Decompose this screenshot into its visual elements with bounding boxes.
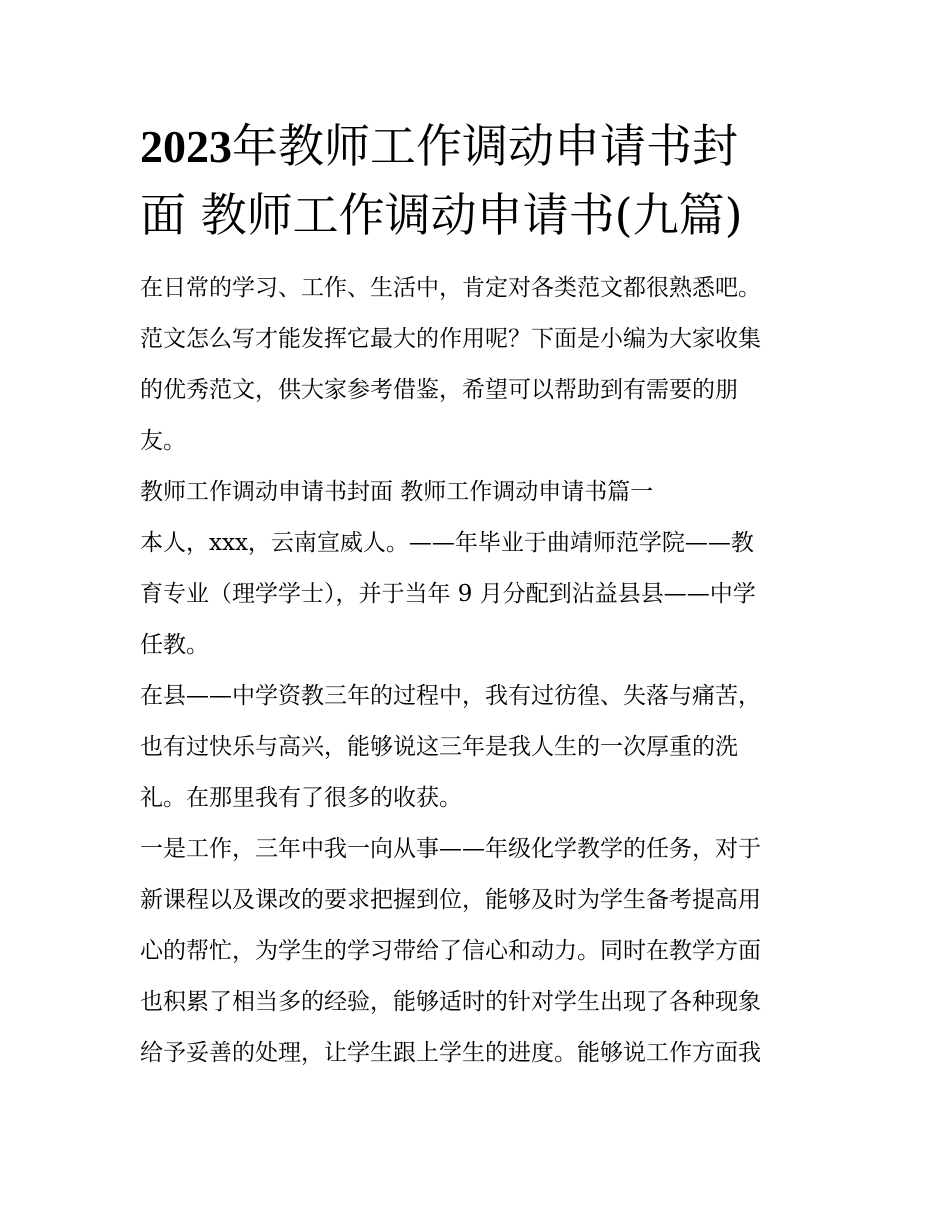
body-line: 的优秀范文，供大家参考借鉴，希望可以帮助到有需要的朋 (140, 377, 738, 403)
body-line: 也有过快乐与高兴，能够说这三年是我人生的一次厚重的洗 (140, 734, 738, 760)
title-text-2: 面 教师工作调动申请书(九篇) (140, 188, 743, 242)
body-line: 在县——中学资教三年的过程中，我有过彷徨、失落与痛苦， (140, 683, 761, 709)
document-page (140, 112, 812, 1079)
body-line: 范文怎么写才能发挥它最大的作用呢？下面是小编为大家收集 (140, 326, 761, 352)
document-body (140, 263, 812, 1079)
body-line: 给予妥善的处理，让学生跟上学生的进度。能够说工作方面我 (140, 1040, 761, 1066)
body-line: 一是工作，三年中我一向从事——年级化学教学的任务，对于 (140, 836, 761, 862)
body-line: 礼。在那里我有了很多的收获。 (140, 785, 462, 811)
body-line: 育专业（理学学士），并于当年 9 月分配到沾益县县——中学 (140, 581, 756, 607)
title-line-1 (140, 112, 812, 181)
title-year: 2023 (140, 121, 232, 172)
body-line: 心的帮忙，为学生的学习带给了信心和动力。同时在教学方面 (140, 938, 761, 964)
body-line: 也积累了相当多的经验，能够适时的针对学生出现了各种现象 (140, 989, 761, 1015)
section-heading: 教师工作调动申请书封面 教师工作调动申请书篇一 (140, 479, 654, 505)
title-line-2 (140, 181, 812, 249)
body-line: 任教。 (140, 632, 209, 658)
title-text-1: 年教师工作调动申请书封 (232, 119, 738, 173)
document-title (140, 112, 812, 249)
body-line: 在日常的学习、工作、生活中，肯定对各类范文都很熟悉吧。 (140, 275, 761, 301)
body-line: 新课程以及课改的要求把握到位，能够及时为学生备考提高用 (140, 887, 761, 913)
body-line: 本人，xxx，云南宣威人。——年毕业于曲靖师范学院——教 (140, 530, 754, 556)
body-line: 友。 (140, 428, 186, 454)
